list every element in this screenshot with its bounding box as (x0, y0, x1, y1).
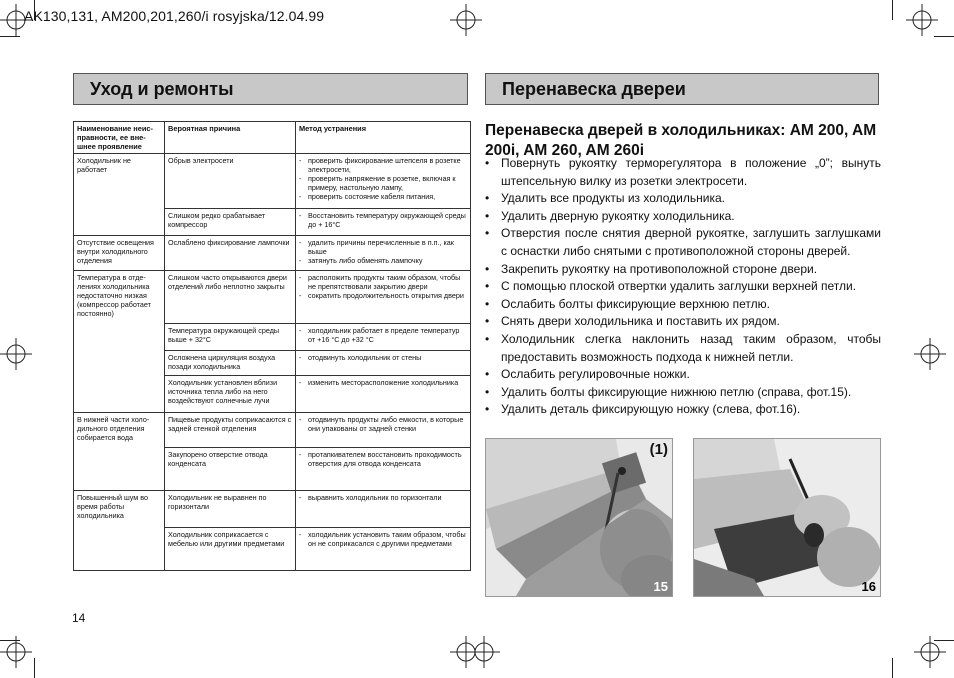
remedy-item: - холодильник работает в пределе температур от +16 °C до +32 °C (299, 326, 467, 344)
cause-cell: Слишком редко срабатывает компрессор (165, 209, 296, 236)
list-item: • Удалить болты фиксирующие нижнюю петлю (справа, фот.15). (485, 384, 881, 402)
crop-line-left-top (0, 36, 20, 37)
page-number: 14 (72, 611, 86, 625)
door-reversal-steps (485, 155, 881, 419)
document-code-header: AK130,131, AM200,201,260/i rosyjska/12.04.99 (24, 8, 325, 24)
photo-number: 15 (653, 579, 668, 594)
crop-line-top-right (892, 0, 893, 20)
remedy-item: - холодильник установить таким образом, чтобы он не соприкасался с другими предметами (299, 530, 467, 548)
list-item: • Удалить дверную рукоятку холодильника. (485, 208, 881, 226)
list-item: • Отверстия после снятия дверной рукоятке, заглушить заглушками с оснастки либо снятыми с противоположной стороны дверей. (485, 225, 881, 260)
remedy-cell (296, 236, 471, 271)
table-row (74, 236, 471, 271)
list-item: • С помощью плоской отвертки удалить заглушки верхней петли. (485, 278, 881, 296)
photo-15-illustration (486, 439, 672, 596)
crop-line-bottom-left (34, 658, 35, 678)
remedy-item: - выравнить холодильник по горизонтали (299, 493, 467, 502)
cause-cell: Закупорено отверстие отвода конденсата (165, 448, 296, 491)
symptom-cell: Холодильник не работает (74, 154, 165, 236)
remedy-item: - Восстановить температуру окружающей среды до + 16°C (299, 211, 467, 229)
troubleshooting-table (73, 121, 471, 571)
crop-line-right-bottom (934, 640, 954, 641)
list-item: • Удалить все продукты из холодильника. (485, 190, 881, 208)
photo-bottom-hinge-removal (485, 438, 673, 597)
cause-cell: Ослаблено фиксирование лампочки (165, 236, 296, 271)
remedy-cell (296, 209, 471, 236)
column-header-remedy: Метод устранения (296, 122, 471, 154)
cause-cell: Осложнена циркуляция воздуха позади холодильника (165, 351, 296, 376)
column-header-cause: Вероятная причина (165, 122, 296, 154)
symptom-cell: Повышенный шум во время работы холодильника (74, 491, 165, 571)
crop-line-bottom-right (892, 658, 893, 678)
remedy-item: - проверить фиксирование штепселя в розетке электросети, (299, 156, 467, 174)
remedy-item: - расположить продукты таким образом, чтобы не препятствовали закрытию двери (299, 273, 467, 291)
section-title-care-and-repair: Уход и ремонты (73, 73, 468, 105)
column-header-symptom: Наименование неис-правности, ее вне-шнее проявление (74, 122, 165, 154)
registration-mark-top-center-left (450, 4, 482, 36)
list-item: • Ослабить регулировочные ножки. (485, 366, 881, 384)
cause-cell: Температура окружающей среды выше + 32°C (165, 324, 296, 351)
cause-cell: Слишком часто открываются двери отделений либо неплотно закрыты (165, 271, 296, 324)
table-header-row (74, 122, 471, 154)
registration-mark-mid-left (0, 338, 32, 370)
remedy-item: - протапкивателем восстановить проходимость отверстия для отвода конденсата (299, 450, 467, 468)
remedy-item: - отодвинуть продукты либо емкости, в которые они упакованы от задней стенки (299, 415, 467, 433)
symptom-cell: Отсутствие освещения внутри холодильного отделения (74, 236, 165, 271)
table-row (74, 271, 471, 324)
photo-number: 16 (861, 579, 876, 594)
cause-cell: Обрыв электросети (165, 154, 296, 209)
cause-cell: Холодильник установлен вблизи источника тепла либо на него воздействуют солнечные лучи (165, 376, 296, 413)
photo-16-illustration (694, 439, 880, 596)
callout-label: (1) (649, 441, 668, 458)
cause-cell: Холодильник не выравнен по горизонтали (165, 491, 296, 528)
remedy-cell (296, 154, 471, 209)
list-item: • Холодильник слегка наклонить назад таким образом, чтобы предоставить возможность подхода к нижней петли. (485, 331, 881, 366)
remedy-cell (296, 448, 471, 491)
remedy-item: - проверить состояние кабеля питания, (299, 192, 467, 201)
list-item: • Снять двери холодильника и поставить их рядом. (485, 313, 881, 331)
registration-mark-mid-right (914, 338, 946, 370)
registration-mark-bottom-center-right (468, 636, 500, 668)
door-reversal-subtitle: Перенавеска дверей в холодильниках: AM 200, AM 200i, AM 260, AM 260i (485, 122, 877, 159)
remedy-cell (296, 413, 471, 448)
remedy-cell (296, 271, 471, 324)
list-item: • Удалить деталь фиксирующую ножку (слева, фот.16). (485, 401, 881, 419)
list-item: • Закрепить рукоятку на противоположной стороне двери. (485, 261, 881, 279)
table-row (74, 491, 471, 528)
remedy-item: - отодвинуть холодильник от стены (299, 353, 467, 362)
remedy-item: - сократить продолжительность открытия двери (299, 291, 467, 300)
table-row (74, 154, 471, 209)
remedy-cell (296, 491, 471, 528)
crop-line-left-bottom (0, 640, 20, 641)
registration-mark-top-right (906, 4, 938, 36)
remedy-cell (296, 324, 471, 351)
symptom-cell: Температура в отде-лениях холодильника недостаточно низкая (компрессор работает постоянно) (74, 271, 165, 413)
cause-cell: Пищевые продукты соприкасаются с задней стенкой отделения (165, 413, 296, 448)
remedy-item: - удалить причины перечисленные в п.п., как выше (299, 238, 467, 256)
cause-cell: Холодильник соприкасается с мебелью или другими предметами (165, 528, 296, 571)
remedy-cell (296, 351, 471, 376)
crop-line-right-top (934, 36, 954, 37)
remedy-cell (296, 376, 471, 413)
section-title-door-reversal: Перенавеска двереи (485, 73, 879, 105)
remedy-item: - затянуть либо обменять лампочку (299, 256, 467, 265)
table-row (74, 413, 471, 448)
remedy-item: - изменить месторасположение холодильника (299, 378, 467, 387)
list-item: • Повернуть рукоятку терморегулятора в положение „0”; вынуть штепсельную вилку из розетки электросети. (485, 155, 881, 190)
photo-foot-detail-removal (693, 438, 881, 597)
remedy-cell (296, 528, 471, 571)
symptom-cell: В нижней части холо-дильного отделения собирается вода (74, 413, 165, 491)
remedy-item: - проверить напряжение в розетке, включая к примеру, настольную лампу, (299, 174, 467, 192)
list-item: • Ослабить болты фиксирующие верхнюю петлю. (485, 296, 881, 314)
